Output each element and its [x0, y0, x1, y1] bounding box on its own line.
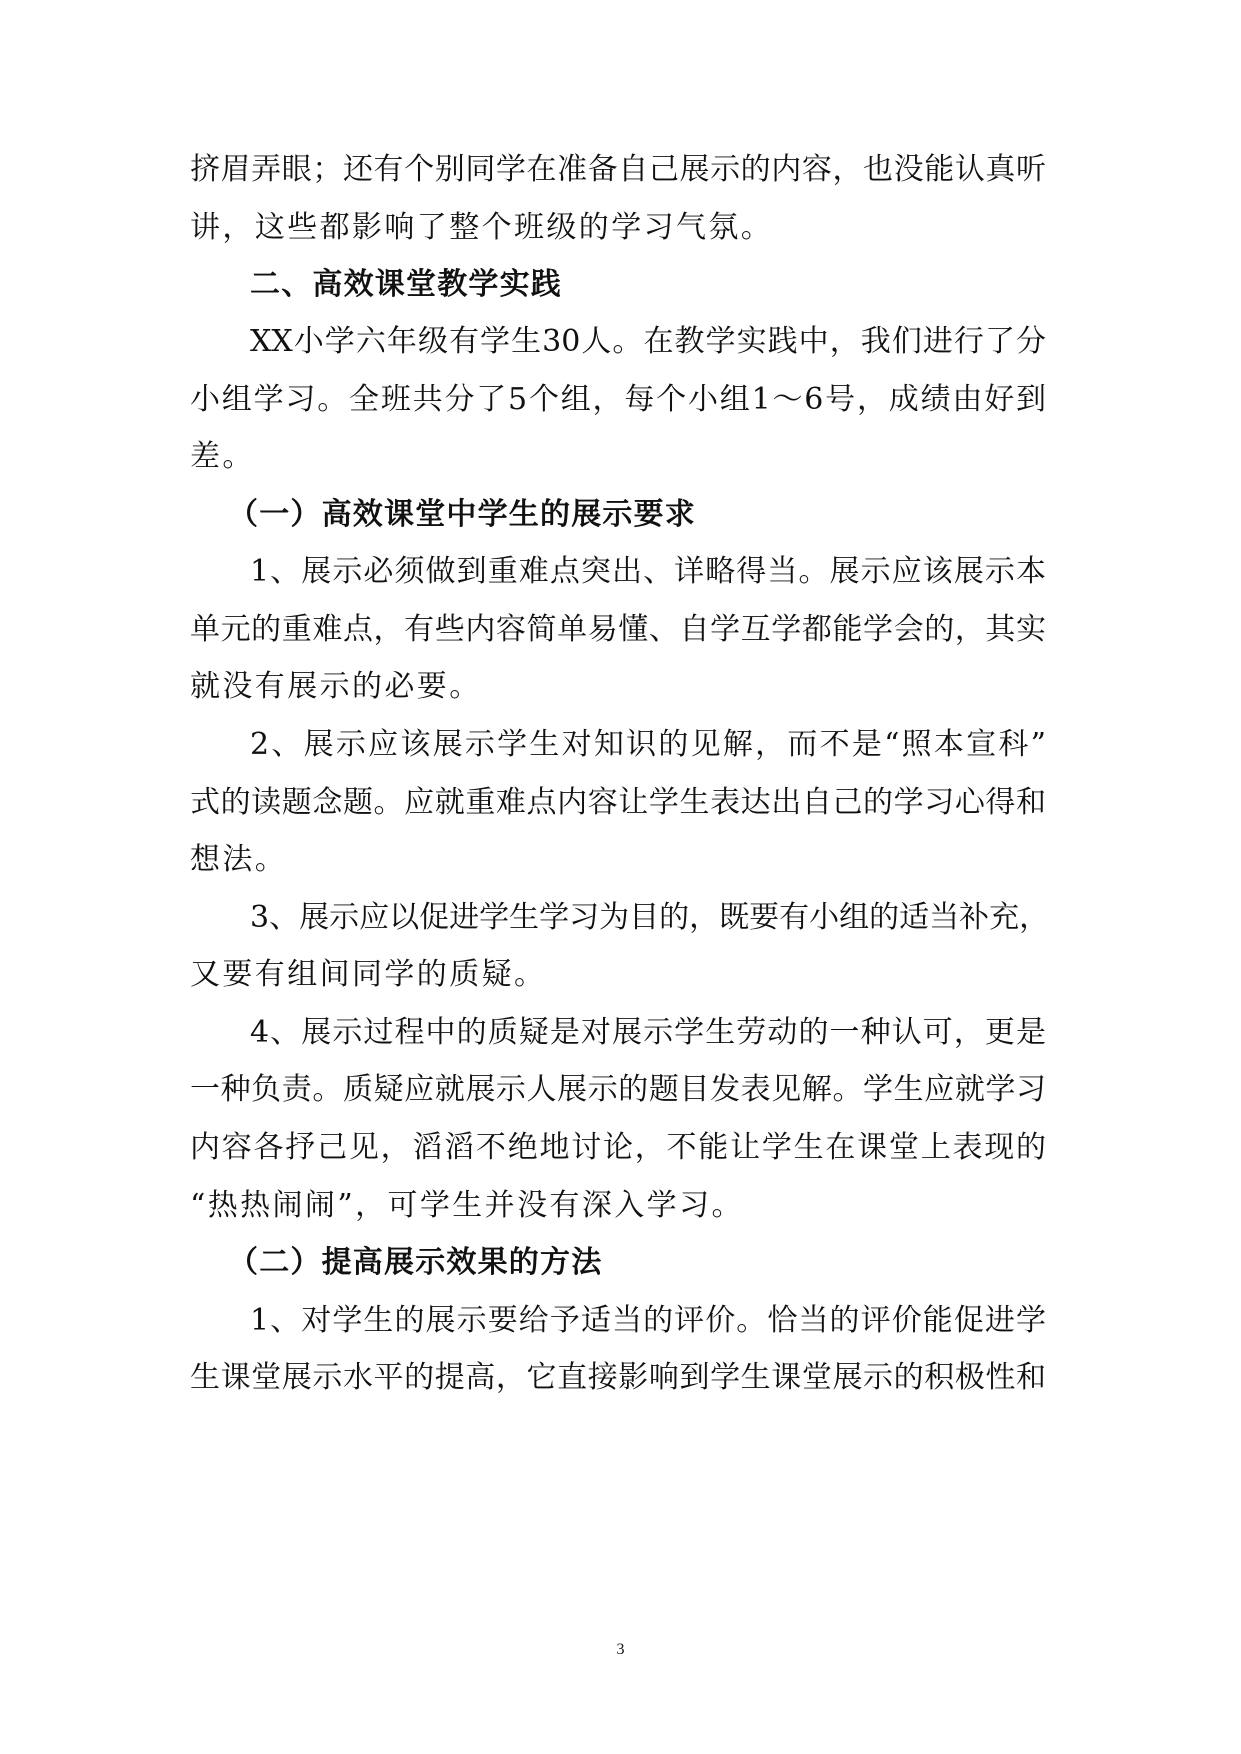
paragraph-line: “热热闹闹”，可学生并没有深入学习。	[190, 1188, 744, 1223]
paragraph-line: 想法。	[190, 842, 288, 877]
paragraph-line: 4、展示过程中的质疑是对展示学生劳动的一种认可，更是	[250, 1015, 1046, 1050]
paragraph-line: XX小学六年级有学生30人。在教学实践中，我们进行了分	[250, 324, 1046, 359]
paragraph-line: 内容各抒己见，滔滔不绝地讨论，不能让学生在课堂上表现的	[190, 1130, 1046, 1165]
paragraph-line: 单元的重难点，有些内容简单易懂、自学互学都能学会的，其实	[190, 612, 1046, 647]
subsection-heading: （一）高效课堂中学生的展示要求	[228, 497, 696, 532]
section-heading: 二、高效课堂教学实践	[250, 267, 562, 302]
paragraph-line: 就没有展示的必要。	[190, 669, 482, 704]
paragraph-line: 1、展示必须做到重难点突出、详略得当。展示应该展示本	[250, 554, 1046, 589]
paragraph-line: 小组学习。全班共分了5个组，每个小组1～6号，成绩由好到	[190, 382, 1046, 417]
paragraph-line: 讲，这些都影响了整个班级的学习气氛。	[190, 210, 774, 245]
paragraph-line: 3、展示应以促进学生学习为目的，既要有小组的适当补充，	[250, 900, 1050, 935]
paragraph-line: 挤眉弄眼；还有个别同学在准备自己展示的内容，也没能认真听	[190, 152, 1046, 187]
paragraph-line: 1、对学生的展示要给予适当的评价。恰当的评价能促进学	[250, 1303, 1046, 1338]
paragraph-line: 2、展示应该展示学生对知识的见解，而不是“照本宣科”	[250, 727, 1046, 762]
paragraph-line: 又要有组间同学的质疑。	[190, 957, 547, 992]
paragraph-line: 生课堂展示水平的提高，它直接影响到学生课堂展示的积极性和	[190, 1360, 1046, 1395]
paragraph-line: 一种负责。质疑应就展示人展示的题目发表见解。学生应就学习	[190, 1072, 1046, 1107]
subsection-heading: （二）提高展示效果的方法	[228, 1245, 603, 1280]
paragraph-line: 差。	[190, 439, 255, 474]
page-number: 3	[616, 1641, 625, 1658]
paragraph-line: 式的读题念题。应就重难点内容让学生表达出自己的学习心得和	[190, 785, 1046, 820]
